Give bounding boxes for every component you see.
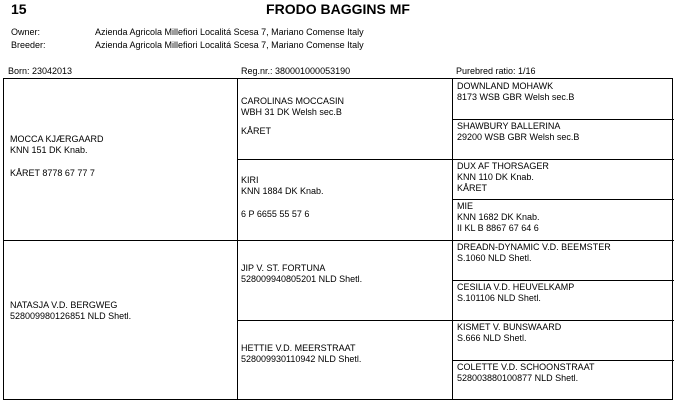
dam-entry <box>10 300 131 322</box>
horse-extra: KÅRET <box>241 126 272 136</box>
row-divider <box>237 320 452 321</box>
row-divider <box>452 240 674 241</box>
horse-registration: 528009940805201 NLD Shetl. <box>241 274 363 284</box>
row-divider <box>4 240 237 241</box>
horse-registration: KNN 1682 DK Knab. <box>457 212 540 222</box>
row-divider <box>452 360 674 361</box>
horse-registration: KNN 110 DK Knab. <box>457 172 534 182</box>
horse-name: KIRI <box>241 175 259 185</box>
row-divider <box>452 280 674 281</box>
horse-registration: S.1060 NLD Shetl. <box>457 253 532 263</box>
breeder-label: Breeder: <box>11 40 46 50</box>
column-divider <box>452 79 453 399</box>
sire-entry <box>10 134 104 179</box>
column-divider <box>237 79 238 399</box>
row-divider <box>237 240 452 241</box>
horse-registration: 8173 WSB GBR Welsh sec.B <box>457 92 575 102</box>
horse-extra: II KL B 8867 67 64 6 <box>457 223 539 233</box>
horse-registration: KNN 151 DK Knab. <box>10 145 88 155</box>
horse-registration: 29200 WSB GBR Welsh sec.B <box>457 132 580 142</box>
dam-sire-entry <box>241 263 362 285</box>
horse-name: MOCCA KJÆRGAARD <box>10 134 104 144</box>
born-date: Born: 23042013 <box>8 66 73 76</box>
row-divider <box>452 320 674 321</box>
horse-extra: KÅRET <box>457 183 488 193</box>
horse-name: KISMET V. BUNSWAARD <box>457 322 562 332</box>
owner-label: Owner: <box>11 27 41 37</box>
horse-registration: KNN 1884 DK Knab. <box>241 186 324 196</box>
registration-number: Reg.nr.: 380001000053190 <box>241 66 351 76</box>
great-grandparent-entry <box>457 282 574 304</box>
horse-name: JIP V. ST. FORTUNA <box>241 263 326 273</box>
horse-name: NATASJA V.D. BERGWEG <box>10 300 118 310</box>
row-divider <box>452 199 674 200</box>
great-grandparent-entry <box>457 81 574 103</box>
horse-name-title: FRODO BAGGINS MF <box>266 1 410 17</box>
horse-registration: S.666 NLD Shetl. <box>457 333 527 343</box>
row-divider <box>452 119 674 120</box>
horse-name: COLETTE V.D. SCHOONSTRAAT <box>457 362 595 372</box>
horse-name: CESILIA V.D. HEUVELKAMP <box>457 282 575 292</box>
sire-sire-entry <box>241 96 344 137</box>
great-grandparent-entry <box>457 322 561 344</box>
horse-extra: 6 P 6655 55 57 6 <box>241 209 310 219</box>
horse-name: MIE <box>457 201 474 211</box>
breeder-value: Azienda Agricola Millefiori Localitá Scesa 7, Mariano Comense Italy <box>95 40 364 50</box>
horse-registration: 528009980126851 NLD Shetl. <box>10 311 132 321</box>
owner-value: Azienda Agricola Millefiori Localitá Scesa 7, Mariano Comense Italy <box>95 27 364 37</box>
horse-registration: 528009930110942 NLD Shetl. <box>241 354 362 364</box>
great-grandparent-entry <box>457 242 611 264</box>
horse-name: DUX AF THORSAGER <box>457 161 549 171</box>
horse-name: SHAWBURY BALLERINA <box>457 121 561 131</box>
great-grandparent-entry <box>457 161 549 194</box>
page-number: 15 <box>11 1 27 17</box>
horse-registration: 528003880100877 NLD Shetl. <box>457 373 579 383</box>
great-grandparent-entry <box>457 201 540 234</box>
horse-registration: S.101106 NLD Shetl. <box>457 293 541 303</box>
dam-dam-entry <box>241 343 361 365</box>
horse-registration: WBH 31 DK Welsh sec.B <box>241 107 342 117</box>
horse-extra: KÅRET 8778 67 77 7 <box>10 168 95 178</box>
horse-name: DOWNLAND MOHAWK <box>457 81 554 91</box>
sire-dam-entry <box>241 175 324 220</box>
horse-name: HETTIE V.D. MEERSTRAAT <box>241 343 356 353</box>
horse-name: DREADN-DYNAMIC V.D. BEEMSTER <box>457 242 611 252</box>
great-grandparent-entry <box>457 121 579 143</box>
pedigree-table <box>3 78 673 400</box>
horse-name: CAROLINAS MOCCASIN <box>241 96 345 106</box>
row-divider <box>237 159 452 160</box>
great-grandparent-entry <box>457 362 595 384</box>
row-divider <box>452 159 674 160</box>
purebred-ratio: Purebred ratio: 1/16 <box>456 66 536 76</box>
